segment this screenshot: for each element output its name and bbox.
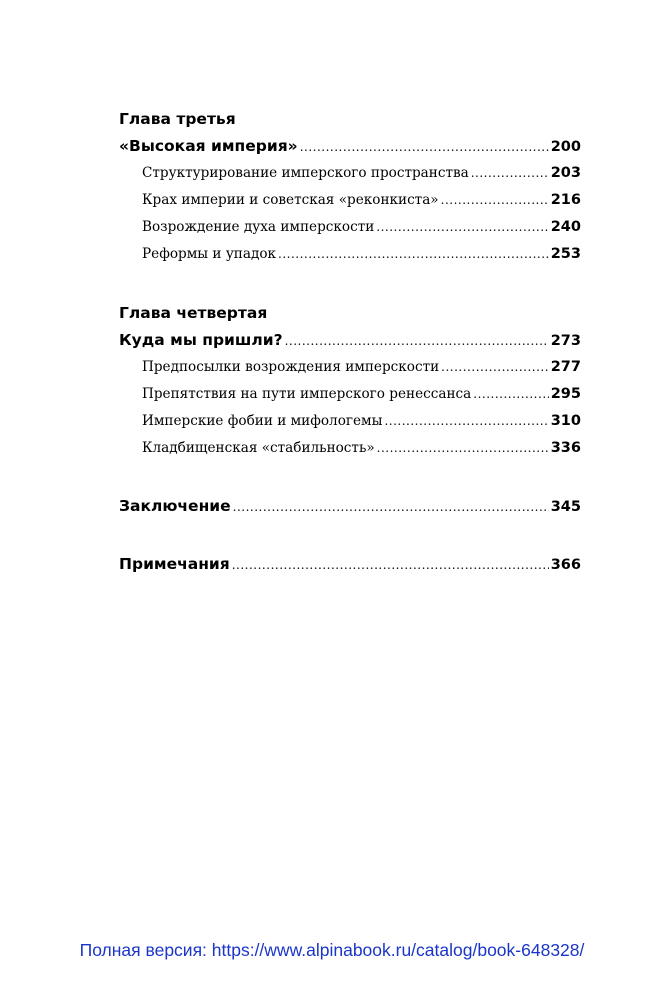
dot-leader	[473, 381, 548, 408]
toc-entry-title: Примечания	[119, 555, 230, 573]
dot-leader	[384, 408, 548, 435]
full-version-link[interactable]: Полная версия: https://www.alpinabook.ru/catalog/book-648328/	[79, 940, 585, 960]
toc-entry-section[interactable]	[119, 381, 581, 408]
chapter-4-label: Глава четвертая	[119, 304, 268, 322]
toc-page-number: 240	[550, 219, 581, 235]
toc-entry-title: Возрождение духа имперскости	[142, 219, 375, 235]
toc-page-number: 366	[550, 557, 581, 573]
toc-entry-title: Реформы и упадок	[142, 246, 277, 262]
toc-entry-section[interactable]	[119, 214, 581, 241]
toc-page-number: 203	[550, 165, 581, 181]
toc-entry-section[interactable]	[119, 187, 581, 214]
toc-entry-notes[interactable]	[119, 551, 581, 578]
chapter-3-block	[119, 106, 581, 268]
spacer	[119, 520, 581, 551]
dot-leader	[285, 328, 549, 355]
dot-leader	[441, 187, 549, 214]
toc-entry-title: Кладбищенская «стабильность»	[142, 440, 375, 456]
chapter-4-block	[119, 300, 581, 462]
dot-leader	[300, 134, 549, 161]
dot-leader	[471, 160, 549, 187]
dot-leader	[441, 354, 549, 381]
toc-entry-conclusion[interactable]	[119, 493, 581, 520]
spacer	[119, 462, 581, 493]
dot-leader	[376, 214, 548, 241]
dot-leader	[278, 241, 549, 268]
toc-entry-title: Препятствия на пути имперского ренессанса	[142, 386, 472, 402]
toc-entry-title: Крах империи и советская «реконкиста»	[142, 192, 439, 208]
toc-entry-title: «Высокая империя»	[119, 137, 298, 155]
toc-page-number: 253	[550, 246, 581, 262]
toc-entry-section[interactable]	[119, 435, 581, 462]
dot-leader	[233, 494, 549, 521]
toc-entry-title: Куда мы пришли?	[119, 331, 283, 349]
dot-leader	[232, 552, 549, 579]
toc-entry-section[interactable]	[119, 354, 581, 381]
toc-page-number: 345	[550, 499, 581, 515]
toc-page-number: 310	[550, 413, 581, 429]
toc-page-number: 200	[550, 139, 581, 155]
toc-entry-chapter-4[interactable]	[119, 327, 581, 354]
toc-entry-title: Предпосылки возрождения имперскости	[142, 359, 440, 375]
toc-entry-chapter-3[interactable]	[119, 133, 581, 160]
toc-entry-section[interactable]	[119, 241, 581, 268]
spacer	[119, 268, 581, 300]
toc-entry-title: Заключение	[119, 497, 231, 515]
table-of-contents	[119, 106, 581, 578]
toc-page-number: 216	[550, 192, 581, 208]
toc-entry-title: Структурирование имперского пространства	[142, 165, 469, 181]
dot-leader	[377, 435, 549, 462]
toc-entry-section[interactable]	[119, 408, 581, 435]
toc-page-number: 273	[550, 333, 581, 349]
toc-page-number: 277	[550, 359, 581, 375]
toc-page-number: 295	[550, 386, 581, 402]
toc-page-number: 336	[550, 440, 581, 456]
toc-entry-title: Имперские фобии и мифологемы	[142, 413, 383, 429]
chapter-3-label: Глава третья	[119, 110, 236, 128]
toc-entry-section[interactable]	[119, 160, 581, 187]
